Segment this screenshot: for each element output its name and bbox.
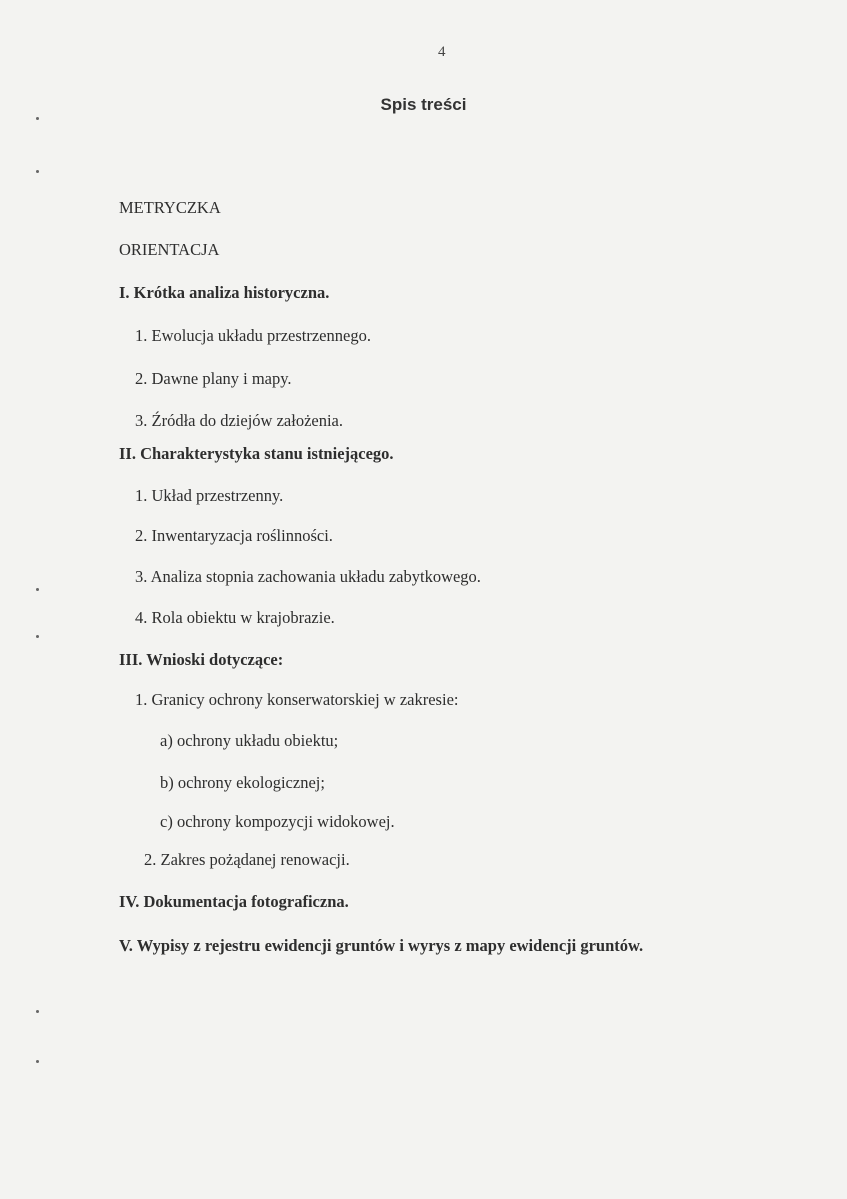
toc-item: 3. Źródła do dziejów założenia. [135,411,343,430]
scan-speck [36,170,39,173]
page-number: 4 [438,44,446,60]
toc-item: 1. Układ przestrzenny. [135,486,284,505]
toc-section-4-heading: IV. Dokumentacja fotograficzna. [119,892,349,911]
scan-speck [36,1010,39,1013]
toc-subitem: c) ochrony kompozycji widokowej. [160,812,395,831]
toc-section-1-heading: I. Krótka analiza historyczna. [119,283,330,302]
toc-subitem: b) ochrony ekologicznej; [160,773,325,792]
page-title: Spis treści [380,95,467,114]
toc-item: 1. Ewolucja układu przestrzennego. [135,326,371,345]
toc-item: 4. Rola obiektu w krajobrazie. [135,608,335,627]
toc-subitem: a) ochrony układu obiektu; [160,731,339,750]
scan-speck [36,588,39,591]
toc-orientacja: ORIENTACJA [119,240,220,259]
toc-item: 2. Inwentaryzacja roślinności. [135,526,333,545]
toc-section-2-heading: II. Charakterystyka stanu istniejącego. [119,444,394,463]
toc-section-5-heading: V. Wypisy z rejestru ewidencji gruntów i wyrys z mapy ewidencji gruntów. [119,936,644,955]
toc-item: 2. Zakres pożądanej renowacji. [144,850,350,869]
toc-item: 2. Dawne plany i mapy. [135,369,292,388]
toc-item: 3. Analiza stopnia zachowania układu zabytkowego. [135,567,481,586]
toc-item: 1. Granicy ochrony konserwatorskiej w zakresie: [135,690,459,709]
toc-metryczka: METRYCZKA [119,198,221,217]
scan-speck [36,1060,39,1063]
toc-section-3-heading: III. Wnioski dotyczące: [119,650,284,669]
scan-speck [36,635,39,638]
scan-speck [36,117,39,120]
